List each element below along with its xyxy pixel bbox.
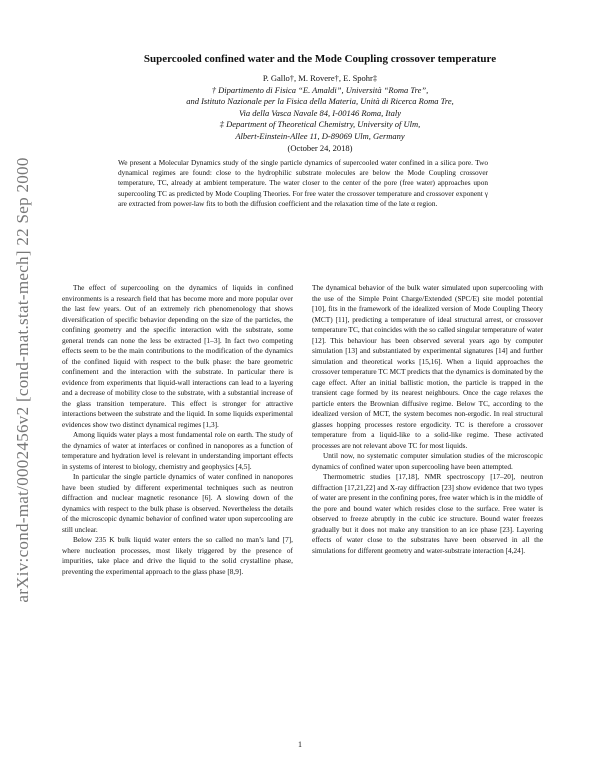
affiliation-line: and Istituto Nazionale per la Fisica della Materia, Unità di Ricerca Roma Tre, (186, 96, 454, 107)
affiliation-line: ‡ Department of Theoretical Chemistry, University of Ulm, (219, 119, 421, 130)
arxiv-identifier-stamp (8, 100, 38, 660)
affiliation-line: Via della Vasca Navale 84, I-00146 Roma, Italy (238, 107, 402, 118)
body-paragraph: Thermometric studies [17,18], NMR spectroscopy [17–20], neutron diffraction [17,21,22] and X-ray diffraction [23] show evidence that two types of water are present in the confining pores, free water which is in the middle of the pore and bound water which resides close to the surface. Free water is observed to freeze abruptly in the cubic ice structure. Bound water freezes gradually but it does not make any transition to an ice phase [23]. Layering effects of water close to the substrates have been observed in all the simulations for different geometry and water-substrate interaction [4,24]. (312, 472, 543, 555)
affiliation-line: † Dipartimento di Fisica “E. Amaldi”, Università “Roma Tre”, (211, 84, 429, 95)
body-paragraph: Below 235 K bulk liquid water enters the so called no man’s land [7], where nucleation processes, most likely triggered by the presence of impurities, take place and drive the liquid to the solid crystalline phase, preventing the experimental approach to the glass phase [8,9]. (62, 535, 293, 576)
arxiv-identifier-text: arXiv:cond-mat/0002456v2 [cond-mat.stat-mech] 22 Sep 2000 (13, 157, 32, 603)
author-block (60, 73, 580, 154)
page-number: 1 (298, 740, 302, 749)
paper-date: (October 24, 2018) (287, 142, 353, 153)
body-column-right (312, 283, 543, 556)
body-column-left (62, 283, 293, 577)
paper-title: Supercooled confined water and the Mode Coupling crossover temperature (143, 53, 497, 65)
body-paragraph: The effect of supercooling on the dynamics of liquids in confined environments is a research field that has become more and more popular over the last few years. Out of an extremely rich phenomenology that shows diversification of specific behavior depending on the size of the particles, the confining geometry and the specific interaction with the substrate, some general trends can none the less be extracted [1–3]. In fact two competing effects seem to be the main contributions to the modification of the dynamics of the confined liquid with respect to the bulk phase: the bare geometric confinement and the interaction with the substrate. In particular there is evidence from experiments that liquid-wall interactions can lead to a layering and a decrease of mobility close to the substrate, with a substantial increase of the glass transition temperature. This effect is stronger for attractive interactions between the substrate and the liquid. In some liquids experimental evidences show two distinct dynamical regimes [1,3]. (62, 283, 293, 429)
body-paragraph: Among liquids water plays a most fundamental role on earth. The study of the dynamics of water at interfaces or confined in nanopores as a function of temperature and hydration level is relevant in understanding important effects in systems of interest to biology, chemistry and geophysics [4,5]. (62, 430, 293, 471)
abstract: We present a Molecular Dynamics study of the single particle dynamics of supercooled water confined in a silica pore. Two dynamical regimes are found: close to the hydrophilic substrate molecules are below the Mode Coupling crossover temperature, TC, already at ambient temperature. The water closer to the center of the pore (free water) approaches upon supercooling TC as predicted by Mode Coupling Theories. For free water the crossover temperature and crossover exponent γ are extracted from power-law fits to both the diffusion coefficient and the relaxation time of the late α region. (118, 158, 488, 208)
author-names: P. Gallo†, M. Rovere†, E. Spohr‡ (262, 73, 378, 83)
affiliation-line: Albert-Einstein-Allee 11, D-89069 Ulm, Germany (235, 130, 405, 141)
body-paragraph: The dynamical behavior of the bulk water simulated upon supercooling with the use of the Simple Point Charge/Extended (SPC/E) site model potential [10], fits in the framework of the idealized version of Mode Coupling Theory (MCT) [11], predicting a temperature of ideal structural arrest, or crossover temperature TC, that coincides with the so called singular temperature of water [12]. This behaviour has been observed several years ago by computer simulation [13] and substantiated by experimental signatures [14] and further simulation and theoretical works [15,16]. When a liquid approaches the crossover temperature TC MCT predicts that the dynamics is dominated by the cage effect. After an initial ballistic motion, the particle is trapped in the transient cage formed by its nearest neighbours. Once the cage relaxes the particle enters the Brownian diffusive regime. Below TC, according to the idealized version of MCT, the system becomes non-ergodic. In real structural glasses hopping processes restore ergodicity. TC is therefore a crossover temperature from a liquid-like to a solid-like regime. These activated processes are not relevant above TC for most liquids. (312, 283, 543, 450)
body-paragraph: In particular the single particle dynamics of water confined in nanopores have been studied by different experimental techniques such as neutron diffraction and nuclear magnetic resonance [6]. A slowing down of the dynamics with respect to the bulk phase is observed. Nevertheless the details of the microscopic dynamic behavior of confined water upon supercooling are still unclear. (62, 472, 293, 534)
body-paragraph: Until now, no systematic computer simulation studies of the microscopic dynamics of confined water upon supercooling have been attempted. (312, 451, 543, 471)
